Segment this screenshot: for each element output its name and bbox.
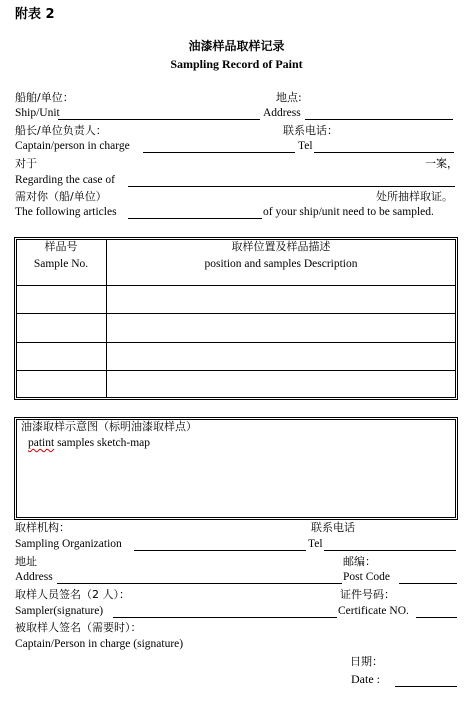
org-field-line[interactable]: [134, 550, 306, 551]
tel-label-cn: 联系电话：: [283, 124, 338, 137]
table-header-sample-no-en: Sample No.: [33, 258, 89, 270]
address-label-en: Address: [263, 107, 301, 119]
postcode-label-cn: 邮编：: [343, 555, 376, 568]
address-label-cn: 地址: [15, 555, 37, 568]
postcode-label-en: Post Code: [343, 571, 390, 583]
table-cell-sample-no[interactable]: [17, 343, 105, 369]
org-label-cn: 取样机构：: [15, 521, 70, 534]
org-tel-field-line[interactable]: [324, 550, 456, 551]
case-suffix-cn: 一案，: [425, 157, 458, 170]
sample-at-label-cn: 处所抽样取证。: [376, 190, 453, 203]
captain-label-cn: 船长/单位负责人：: [15, 124, 107, 137]
page-subtitle: Sampling Record of Paint: [170, 57, 303, 71]
sampled-party-label-en: Captain/Person in charge (signature): [15, 638, 184, 650]
sketch-map-label-cn: 油漆取样示意图（标明油漆取样点）: [21, 420, 197, 433]
case-field-line[interactable]: [128, 186, 455, 187]
location-label-cn: 地点:: [276, 91, 302, 104]
ship-field-line[interactable]: [58, 119, 260, 120]
cert-label-en: Certificate NO.: [338, 605, 409, 617]
table-header-description-cn: 取样位置及样品描述: [231, 240, 331, 253]
sketch-map-box-inner: [16, 419, 456, 518]
org-label-en: Sampling Organization: [15, 538, 122, 550]
table-cell-description[interactable]: [107, 343, 455, 369]
date-label-cn: 日期：: [350, 655, 383, 668]
cert-field-line[interactable]: [416, 617, 457, 618]
table-cell-description[interactable]: [107, 286, 455, 312]
appendix-label: 附表 2: [15, 7, 55, 22]
org-tel-label-en: Tel: [308, 538, 323, 550]
table-cell-sample-no[interactable]: [17, 286, 105, 312]
sampler-field-line[interactable]: [113, 617, 337, 618]
sampled-party-label-cn: 被取样人签名（需要时）：: [15, 621, 142, 634]
table-cell-sample-no[interactable]: [17, 371, 105, 397]
captain-field-line[interactable]: [143, 152, 295, 153]
table-cell-sample-no[interactable]: [17, 314, 105, 341]
postcode-field-line[interactable]: [399, 583, 457, 584]
following-label-en-b: of your ship/unit need to be sampled.: [263, 206, 434, 218]
tel-label-en: Tel: [298, 140, 313, 152]
table-cell-description[interactable]: [107, 371, 455, 397]
date-label-en: Date :: [351, 672, 380, 686]
captain-label-en: Captain/person in charge: [15, 140, 130, 152]
address-label-en-footer: Address: [15, 571, 53, 583]
table-cell-description[interactable]: [107, 314, 455, 341]
address-footer-field-line[interactable]: [57, 583, 342, 584]
need-label-cn: 需对你（船/单位）: [15, 190, 107, 203]
ship-label-cn: 船舶/单位：: [15, 91, 74, 104]
following-label-en-a: The following articles: [15, 206, 117, 218]
regarding-label-en: Regarding the case of: [15, 174, 115, 186]
regarding-label-cn: 对于: [15, 157, 37, 170]
sampler-label-en: Sampler(signature): [15, 605, 104, 617]
sketch-map-label-en-rest: samples sketch-map: [54, 437, 151, 449]
org-tel-label-cn: 联系电话: [311, 521, 355, 534]
sketch-map-label-en: [28, 438, 150, 450]
address-field-line[interactable]: [305, 119, 453, 120]
tel-field-line[interactable]: [314, 152, 454, 153]
spelling-error-word: patint: [28, 437, 55, 449]
date-field-line[interactable]: [395, 686, 457, 687]
sampler-label-cn: 取样人员签名（2 人）：: [15, 588, 130, 601]
table-header-sample-no-cn: 样品号: [44, 240, 78, 253]
ship-label-en: Ship/Unit: [15, 107, 60, 119]
table-header-description-en: position and samples Description: [204, 258, 358, 270]
page-title: 油漆样品取样记录: [188, 39, 285, 53]
cert-label-cn: 证件号码：: [340, 588, 395, 601]
articles-field-line[interactable]: [128, 218, 262, 219]
